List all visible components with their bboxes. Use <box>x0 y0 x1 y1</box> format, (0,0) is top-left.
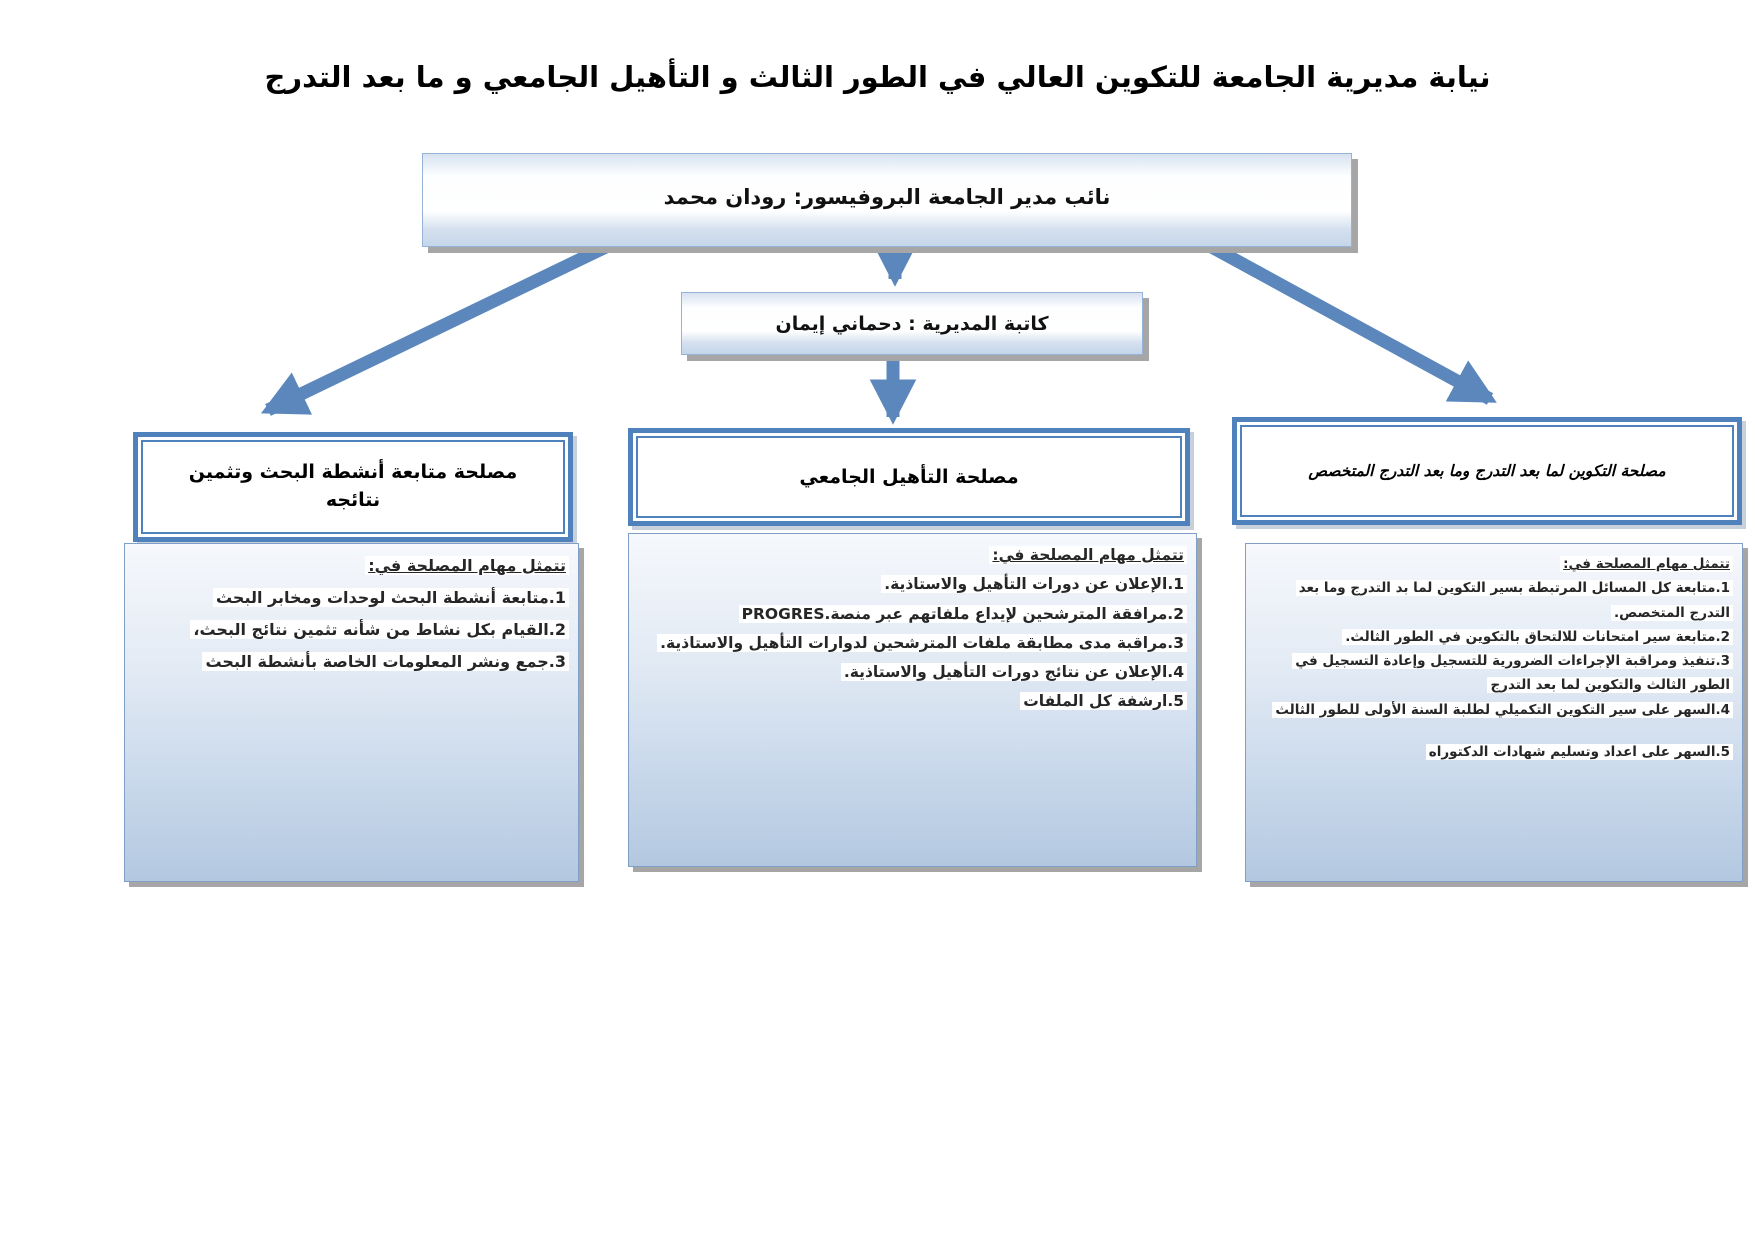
dept-box-habilitation <box>628 428 1190 526</box>
secretary-box <box>681 292 1143 355</box>
tasks-heading: تتمثل مهام المصلحة في: <box>635 544 1187 567</box>
task-line: 5.ارشفة كل الملفات <box>635 690 1187 713</box>
page-title: نيابة مديرية الجامعة للتكوين العالي في الطور الثالث و التأهيل الجامعي و ما بعد التدرج <box>264 60 1491 94</box>
tasks-heading: تتمثل مهام المصلحة في: <box>131 554 569 578</box>
dept-title-research: مصلحة متابعة أنشطة البحث وتثمين نتائجه <box>141 440 565 534</box>
task-line: 4.الإعلان عن نتائج دورات التأهيل والاستاذية. <box>635 661 1187 684</box>
connector-arrow-director-to-research <box>268 244 612 410</box>
dept-box-postgrad <box>1232 417 1742 525</box>
dept-title-postgrad: مصلحة التكوين لما بعد التدرج وما بعد التدرج المتخصص <box>1240 425 1734 517</box>
connector-arrow-director-to-postgrad <box>1208 245 1490 399</box>
tasks-heading: تتمثل مهام المصلحة في: <box>1252 554 1733 574</box>
task-line: التدرج المتخصص. <box>1252 603 1733 623</box>
task-line: 2.القيام بكل نشاط من شأنه تثمين نتائج البحث، <box>131 618 569 642</box>
task-line: 2.متابعة سير امتحانات للالتحاق بالتكوين في الطور الثالث. <box>1252 627 1733 647</box>
director-label: نائب مدير الجامعة البروفيسور: رودان محمد <box>663 185 1111 209</box>
task-line: 3.جمع ونشر المعلومات الخاصة بأنشطة البحث <box>131 650 569 674</box>
task-line: 4.السهر على سير التكوين التكميلي لطلبة السنة الأولى للطور الثالث <box>1252 700 1733 720</box>
task-line: 5.السهر على اعداد وتسليم شهادات الدكتوراه <box>1252 742 1733 762</box>
task-line: 2.مرافقة المترشحين لإيداع ملفاتهم عبر منصة.PROGRES <box>635 603 1187 626</box>
task-line: 1.متابعة أنشطة البحث لوحدات ومخابر البحث <box>131 586 569 610</box>
task-line: 1.متابعة كل المسائل المرتبطة بسير التكوين لما بد التدرج وما بعد <box>1252 578 1733 598</box>
task-line: 1.الإعلان عن دورات التأهيل والاستاذية. <box>635 573 1187 596</box>
director-box <box>422 153 1352 247</box>
secretary-label: كاتبة المديرية : دحماني إيمان <box>775 312 1049 335</box>
dept-title-habilitation: مصلحة التأهيل الجامعي <box>636 436 1182 518</box>
task-line: 3.تنفيذ ومراقبة الإجراءات الضرورية للتسجيل وإعادة التسجيل في <box>1252 651 1733 671</box>
task-line: 3.مراقبة مدى مطابقة ملفات المترشحين لدوارات التأهيل والاستاذية. <box>635 632 1187 655</box>
desc-box-habilitation <box>628 533 1197 867</box>
desc-box-research <box>124 543 579 882</box>
desc-box-postgrad <box>1245 543 1743 882</box>
dept-box-research <box>133 432 573 542</box>
task-line: الطور الثالث والتكوين لما بعد التدرج <box>1252 675 1733 695</box>
